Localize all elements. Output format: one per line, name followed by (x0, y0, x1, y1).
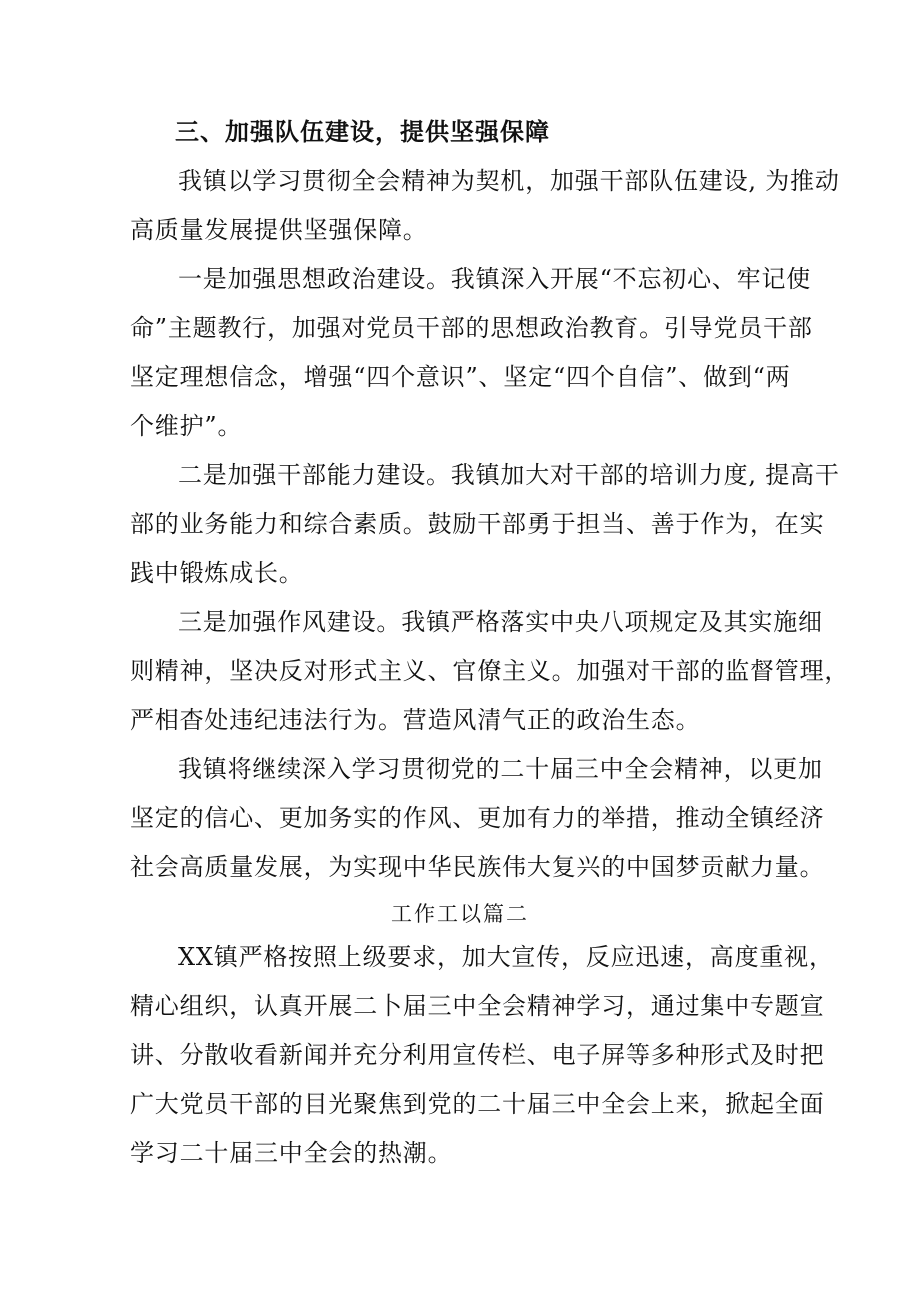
section-subtitle: 工作工以篇二 (391, 902, 529, 926)
paragraph-line: 学习二十届三中全会的热潮。 (130, 1139, 453, 1167)
paragraph-line: 二是加强干部能力建设。我镇加大对干部的培训力度, 提高干 (178, 461, 840, 489)
paragraph (130, 598, 850, 745)
paragraph (130, 451, 840, 598)
paragraph (130, 745, 825, 892)
paragraph-line: 严相杳处违纪违法行为。营造风清气正的政治生态。 (130, 706, 701, 734)
paragraph-line: 社会高质量发展，为实现中华民族伟大复兴的中国梦贡献力量。 (130, 853, 825, 881)
paragraph (130, 157, 840, 255)
paragraph-line: 我镇以学习贯彻全会精神为契机，加强干部队伍建设, 为推动 (178, 167, 840, 195)
paragraph (130, 933, 834, 1178)
paragraph-line: 讲、分散收看新闻并充分利用宣传栏、电子屏等多种形式及时把 (130, 1041, 825, 1069)
paragraph-line: 则精神，坚决反对形式主义、官僚主义。加强对干部的监督管理， (130, 657, 850, 685)
paragraph-line: 我镇将继续深入学习贯彻党的二十届三中全会精神，以更加 (178, 755, 823, 783)
section-heading: 三、加强队伍建设，提供坚强保障 (175, 117, 550, 146)
paragraph-line: 三是加强作风建设。我镇严格落实中央八项规定及其实施细 (178, 608, 823, 636)
paragraph-line: 一是加强思想政治建设。我镇深入开展“不忘初心、牢记使 (178, 265, 812, 293)
paragraph-line: 坚定理想信念，增强“四个意识”、坚定“四个自信”、做到“两 (130, 363, 791, 391)
paragraph-line: 广大党员干部的目光聚焦到党的二十届三中全会上来，掀起全面 (130, 1090, 825, 1118)
paragraph-line: 践中锻炼成长。 (130, 559, 304, 587)
paragraph-line: 命”主题教行，加强对党员干部的思想政治教育。引导党员干部 (130, 314, 813, 342)
paragraph-line: 个维护”。 (130, 412, 243, 440)
paragraph-line: 精心组织，认真开展二卜届三中全会精神学习，通过集中专题宣 (130, 992, 825, 1020)
paragraph-line: 坚定的信心、更加务实的作风、更加有力的举措，推动全镇经济 (130, 804, 825, 832)
paragraph (130, 255, 813, 451)
paragraph-line: XX镇严格按照上级要求，加大宣传，反应迅速，高度重视， (178, 943, 834, 971)
paragraph-line: 高质量发展提供坚强保障。 (130, 216, 428, 244)
paragraph-line: 部的业务能力和综合素质。鼓励干部勇于担当、善于作为，在实 (130, 510, 825, 538)
